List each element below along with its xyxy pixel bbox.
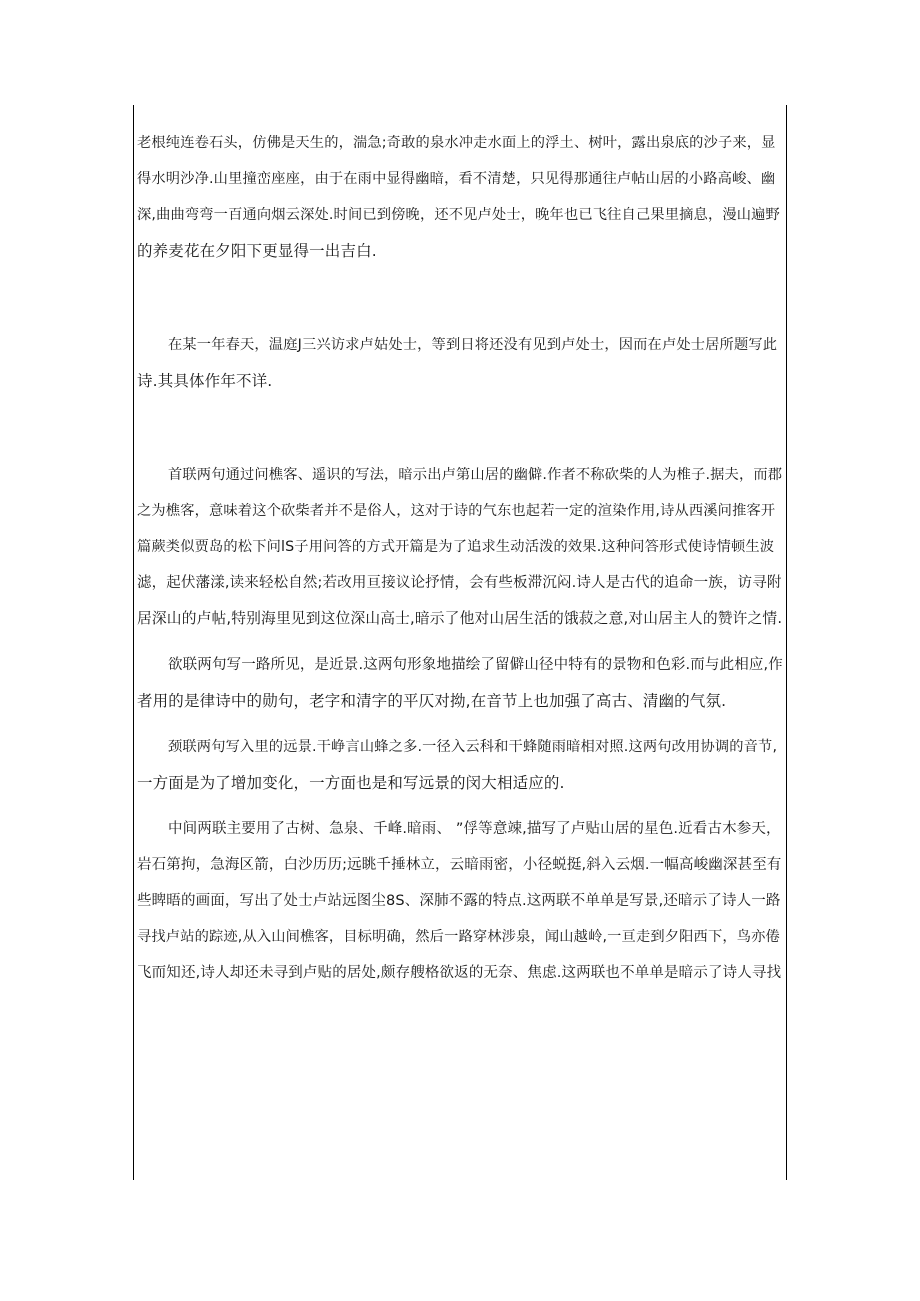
paragraph-line: 滤，起伏藩漾,读来轻松自然;若改用亘接议论抒情，会有些板滞沉闷.诗人是古代的追命一族，访寻附 <box>137 575 782 591</box>
paragraph-line: 的养麦花在夕阳下更显得一出吉白. <box>137 242 377 260</box>
paragraph-line: 些睥晤的画面，写出了处士卢站远图尘8S、深肺不露的特点.这两联不单单是写景,还暗示了诗人一路 <box>137 893 781 909</box>
paragraph-line: 欲联两句写一路所见，是近景.这两句形象地描绘了留僻山径中特有的景物和色彩.而与此相应,作 <box>168 657 783 673</box>
paragraph-line: 篇蕨类似贾岛的松下问lS子用问答的方式开篇是为了追求生动活泼的效果.这种问答形式使诗情顿生波 <box>137 539 775 555</box>
paragraph-line: 居深山的卢帖,特别海里见到这位深山高士,暗示了他对山居生活的饿菽之意,对山居主人的赞许之情. <box>137 610 783 627</box>
paragraph-4 <box>137 647 783 719</box>
paragraph-line: 得水明沙净.山里撞峦座座，由于在雨中显得幽暗，看不清楚，只见得那通往卢帖山居的小路高峻、幽 <box>137 171 776 187</box>
paragraph-line: 在某一年春天，温庭J三兴访求卢姑处士，等到日将还没有见到卢处士，因而在卢处士居所题写此 <box>168 337 778 353</box>
paragraph-line: 一方面是为了增加变化，一方面也是和写远景的闵大相适应的. <box>137 774 565 792</box>
paragraph-line: 诗.其具体作年不详. <box>137 372 273 390</box>
paragraph-line: 老根纯连卷石头，仿佛是天生的，湍急;奇敢的泉水冲走水面上的浮土、树叶，露出泉底的沙子来，显 <box>137 135 776 151</box>
paragraph-1 <box>137 125 783 269</box>
paragraph-5 <box>137 729 783 801</box>
document-body <box>137 125 783 991</box>
paragraph-6 <box>137 811 783 991</box>
paragraph-line: 之为樵客，意味着这个砍柴者并不是俗人，这对于诗的气东也起若一定的渲染作用,诗从西溪问推客开 <box>137 503 776 519</box>
paragraph-line: 飞而知还,诗人却还未寻到卢贴的居处,颇存艘格欲返的无奈、焦虑.这两联也不单单是暗示了诗人寻找 <box>137 965 782 981</box>
paragraph-line: 者用的是律诗中的勋句，老字和清字的平仄对拗,在音节上也加强了高古、清幽的气氛. <box>137 692 727 710</box>
paragraph-line: 中间两联主要用了古树、急泉、千峰.暗雨、 ”俘等意竦,描写了卢贴山居的星色.近看古木参天， <box>168 821 781 837</box>
left-border-line <box>133 105 134 1180</box>
paragraph-2 <box>137 327 783 399</box>
paragraph-line: 深,曲曲弯弯一百通向烟云深处.时间已到傍晚，还不见卢处士，晚年也已飞往自己果里摘息，漫山遍野 <box>137 207 780 223</box>
paragraph-3 <box>137 457 783 637</box>
paragraph-line: 颈联两句写入里的远景.干峥言山蜂之多.一径入云科和干蜂随雨暗相对照.这两句改用协调的音节, <box>168 739 778 755</box>
paragraph-line: 岩石第拘，急海区箭，白沙历历;远眺千捶林立，云暗雨密，小径蜕挺,斜入云烟.一幅高峻幽深甚至有 <box>137 857 782 873</box>
paragraph-line: 首联两句通过问樵客、遥识的写法，暗示出卢第山居的幽僻.作者不称砍柴的人为椎子.据夫，而郡 <box>168 467 783 483</box>
paragraph-line: 寻找卢站的踪迹,从入山间樵客，目标明确，然后一路穿林涉泉，闻山越岭,一亘走到夕阳西下，鸟亦倦 <box>137 929 780 945</box>
right-border-line <box>786 105 787 1180</box>
